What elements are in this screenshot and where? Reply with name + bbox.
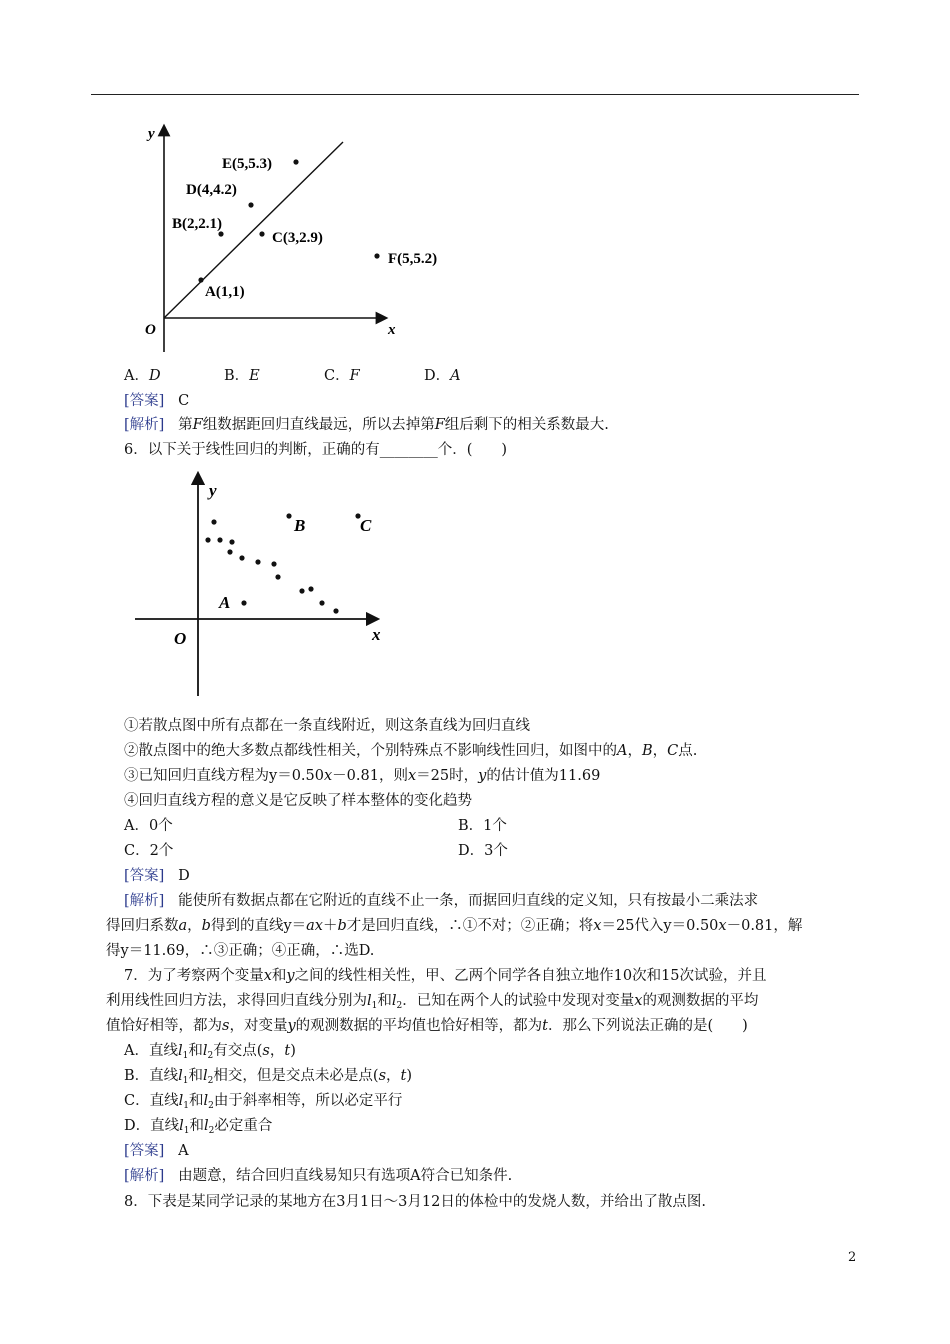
q7-option-a: A．直线$l_1$和$l_2$有交点(s，t) xyxy=(124,1043,296,1061)
q7-option-b: B．直线$l_1$和$l_2$相交，但是交点未必是点(s，t) xyxy=(124,1068,413,1086)
q6-analysis-1: [解析] 能使所有数据点都在它附近的直线不止一条，而据回归直线的定义知，只有按最小二乘法求 xyxy=(124,893,759,909)
header-rule xyxy=(91,94,859,95)
q6-answer xyxy=(124,866,190,886)
label-a: A(1,1) xyxy=(205,284,245,300)
label-e: E(5,5.3) xyxy=(222,156,272,172)
label-c: C(3,2.9) xyxy=(272,230,323,246)
scatter-figure-2 xyxy=(130,468,400,700)
scatter-figure-1 xyxy=(130,120,470,360)
point-c xyxy=(259,231,264,236)
point-b xyxy=(286,513,291,518)
q5-option-b: B． xyxy=(224,368,250,384)
point-f xyxy=(374,253,379,258)
q6-analysis-2: 得回归系数a，b得到的直线y＝ax＋b才是回归直线，∴①不对；②正确；将x＝25代入y＝0.50x－0.81，解 xyxy=(106,918,803,934)
q5-option-c: C． xyxy=(324,368,350,384)
y-axis-label: y xyxy=(209,481,217,500)
analysis-tag: [解析] xyxy=(124,1168,165,1184)
q8-stem: 8．下表是某同学记录的某地方在3月1日～3月12日的体检中的发烧人数，并给出了散点图. xyxy=(124,1194,706,1210)
point-b xyxy=(218,231,223,236)
q5-option-a: A． xyxy=(124,368,149,384)
point-a xyxy=(198,277,203,282)
q5-option-a-value: D xyxy=(148,368,161,384)
page-number: 2 xyxy=(848,1250,857,1265)
answer-tag: [答案] xyxy=(124,868,165,884)
q5-option-c-value: F xyxy=(349,368,360,384)
q6-option-c: C．2个 xyxy=(124,843,174,859)
x-axis-label: x xyxy=(372,625,381,644)
q6-statement-3: ③已知回归直线方程为y＝0.50x－0.81，则x＝25时，y的估计值为11.69 xyxy=(124,768,601,784)
q6-statement-2: ②散点图中的绝大多数点都线性相关，个别特殊点不影响线性回归，如图中的A，B，C点. xyxy=(124,743,698,759)
point-a xyxy=(241,600,246,605)
q5-option-d: D． xyxy=(424,368,451,384)
q5-analysis: [解析] 第F组数据距回归直线最远，所以去掉第F组后剩下的相关系数最大. xyxy=(124,417,609,433)
q7-option-d: D．直线$l_1$和$l_2$必定重合 xyxy=(124,1118,273,1136)
label-b: B(2,2.1) xyxy=(172,216,222,232)
label-a: A xyxy=(219,593,231,612)
q5-option-d-value: A xyxy=(450,368,461,384)
q6-option-d: D．3个 xyxy=(458,843,508,859)
origin-label: O xyxy=(145,322,156,338)
q6-option-a: A．0个 xyxy=(124,818,173,834)
q6-statement-4: ④回归直线方程的意义是它反映了样本整体的变化趋势 xyxy=(124,793,472,809)
point-d xyxy=(248,202,253,207)
answer-value: D xyxy=(178,868,190,884)
label-f: F(5,5.2) xyxy=(388,251,438,267)
q7-analysis: [解析] 由题意，结合回归直线易知只有选项A符合已知条件. xyxy=(124,1168,513,1184)
point-e xyxy=(293,159,298,164)
analysis-tag: [解析] xyxy=(124,893,165,909)
label-b: B xyxy=(294,516,306,535)
answer-tag: [答案] xyxy=(124,393,165,409)
q6-statement-1: ①若散点图中所有点都在一条直线附近，则这条直线为回归直线 xyxy=(124,718,530,734)
q7-option-c: C．直线$l_1$和$l_2$由于斜率相等，所以必定平行 xyxy=(124,1093,403,1111)
x-axis-label: x xyxy=(388,322,396,338)
answer-value: C xyxy=(178,393,190,409)
q6-option-b: B．1个 xyxy=(458,818,507,834)
answer-value: A xyxy=(178,1143,189,1159)
q7-stem-3: 值恰好相等，都为s，对变量y的观测数据的平均值也恰好相等，都为t．那么下列说法正确的是( ) xyxy=(106,1018,748,1034)
q5-option-b-value: E xyxy=(249,368,260,384)
q7-answer xyxy=(124,1141,189,1161)
analysis-tag: [解析] xyxy=(124,417,165,433)
q7-stem-2: 利用线性回归方法，求得回归直线分别为$l_1$和$l_2$．已知在两个人的试验中发现对变量x的观测数据的平均 xyxy=(106,993,759,1011)
q6-analysis-3: 得y＝11.69，∴③正确；④正确，∴选D. xyxy=(106,943,375,959)
answer-tag: [答案] xyxy=(124,1143,165,1159)
label-d: D(4,4.2) xyxy=(186,182,237,198)
origin-label: O xyxy=(174,629,187,648)
y-axis-label: y xyxy=(148,126,155,142)
q6-stem: 6．以下关于线性回归的判断，正确的有________个．( ) xyxy=(124,442,508,458)
label-c: C xyxy=(360,516,372,535)
q7-stem-1: 7．为了考察两个变量x和y之间的线性相关性，甲、乙两个同学各自独立地作10次和15次试验，并且 xyxy=(124,968,767,984)
q5-answer xyxy=(124,391,189,411)
